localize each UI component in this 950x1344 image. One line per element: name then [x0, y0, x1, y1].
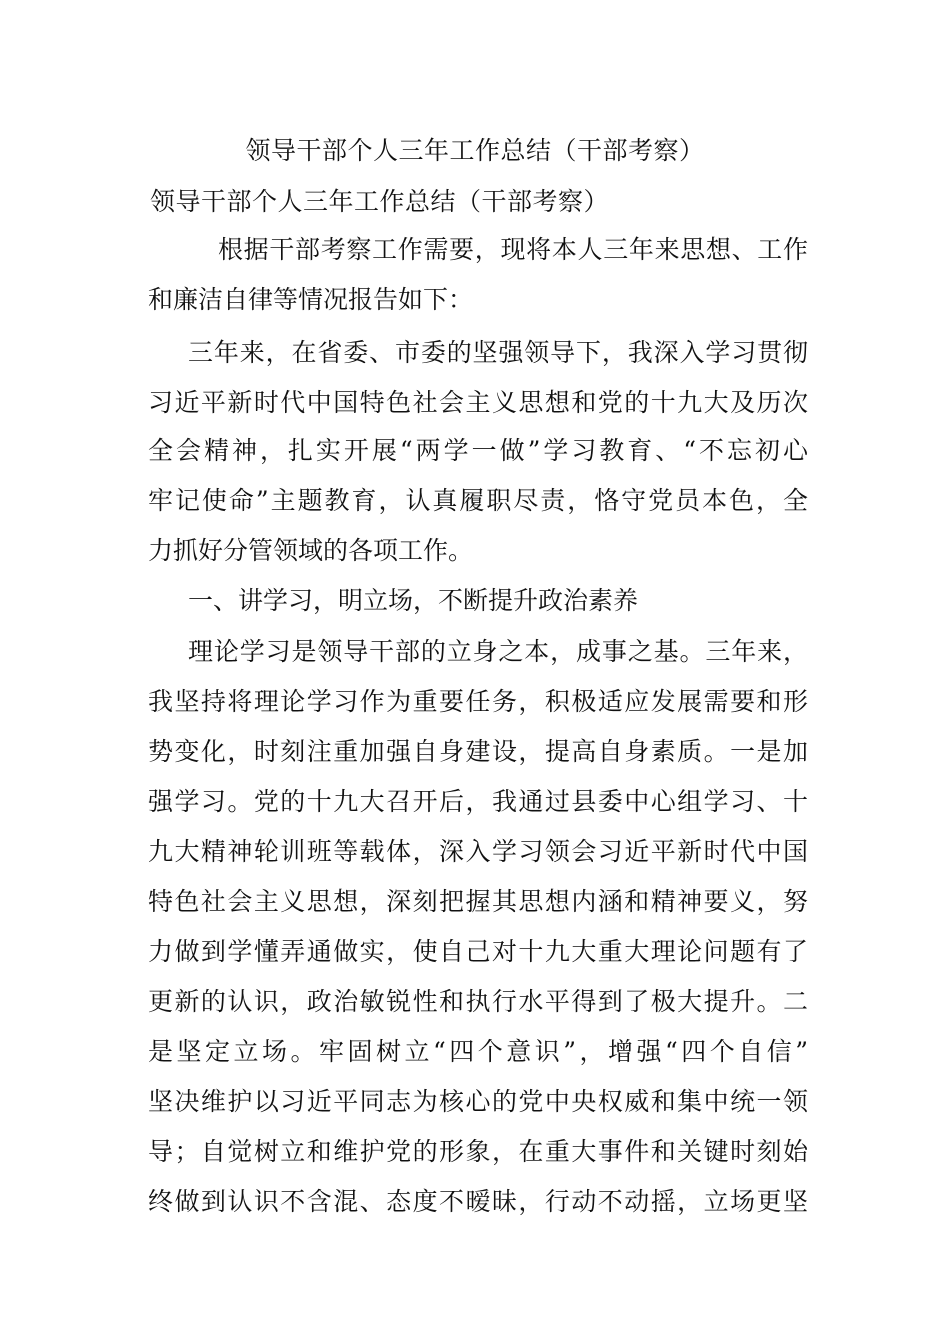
- text-line: 势变化，时刻注重加强自身建设，提高自身素质。一是加: [148, 737, 808, 766]
- text-line: 坚决维护以习近平同志为核心的党中央权威和集中统一领: [148, 1087, 808, 1116]
- text-line: 导；自觉树立和维护党的形象，在重大事件和关键时刻始: [148, 1137, 808, 1166]
- document-subtitle: 领导干部个人三年工作总结（干部考察）: [150, 187, 610, 216]
- section-heading: 一、讲学习，明立场，不断提升政治素养: [188, 586, 639, 615]
- text-line: 九大精神轮训班等载体，深入学习领会习近平新时代中国: [148, 837, 808, 866]
- text-line: 力抓好分管领域的各项工作。: [148, 536, 474, 565]
- text-line: 强学习。党的十九大召开后，我通过县委中心组学习、十: [148, 787, 808, 816]
- text-line: 习近平新时代中国特色社会主义思想和党的十九大及历次: [148, 388, 808, 417]
- text-line: 更新的认识，政治敏锐性和执行水平得到了极大提升。二: [148, 987, 808, 1016]
- text-line: 特色社会主义思想，深刻把握其思想内涵和精神要义，努: [148, 887, 808, 916]
- text-line: 力做到学懂弄通做实，使自己对十九大重大理论问题有了: [148, 937, 808, 966]
- text-line: 理论学习是领导干部的立身之本，成事之基。三年来，: [188, 637, 808, 666]
- text-line: 根据干部考察工作需要，现将本人三年来思想、工作: [218, 235, 808, 264]
- text-line: 三年来，在省委、市委的坚强领导下，我深入学习贯彻: [188, 338, 808, 367]
- text-line: 牢记使命”主题教育，认真履职尽责，恪守党员本色，全: [148, 486, 808, 515]
- text-line: 和廉洁自律等情况报告如下：: [148, 285, 474, 314]
- text-line: 是坚定立场。牢固树立“四个意识”，增强“四个自信”: [148, 1037, 808, 1066]
- document-title: 领导干部个人三年工作总结（干部考察）: [245, 136, 705, 165]
- text-line: 我坚持将理论学习作为重要任务，积极适应发展需要和形: [148, 687, 808, 716]
- text-line: 全会精神，扎实开展“两学一做”学习教育、“不忘初心: [148, 436, 808, 465]
- text-line: 终做到认识不含混、态度不暧昧，行动不动摇，立场更坚: [148, 1187, 808, 1216]
